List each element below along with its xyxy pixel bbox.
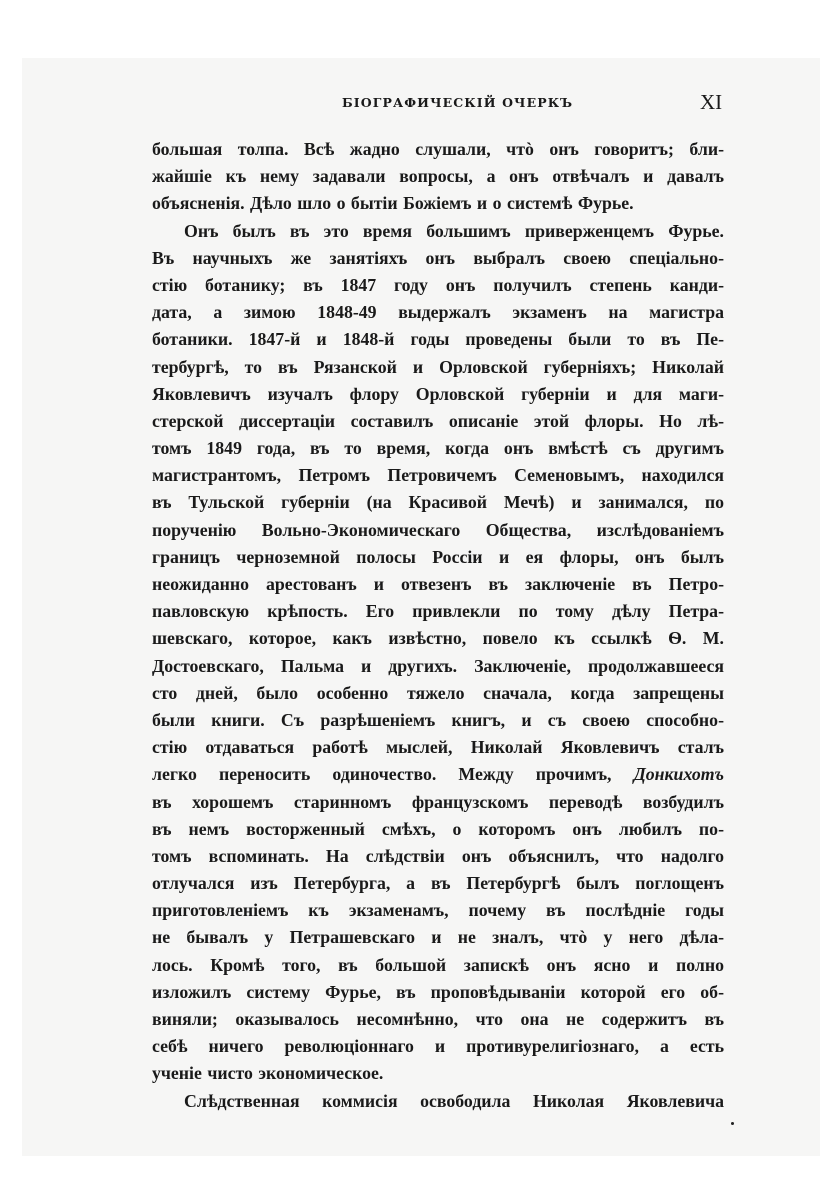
text-line: порученію Вольно-Экономическаго Общества, изслѣдованіемъ	[152, 519, 724, 540]
text-line: томъ вспоминать. На слѣдствіи онъ объяснилъ, что надолго	[152, 845, 724, 866]
text-line: отлучался изъ Петербурга, а въ Петербургѣ былъ поглощенъ	[152, 873, 724, 894]
text-line-with-title	[152, 761, 724, 788]
text-line: въ хорошемъ старинномъ французскомъ переводѣ возбудилъ	[152, 791, 724, 812]
text-line: неожиданно арестованъ и отвезенъ въ заключеніе въ Петро-	[152, 574, 724, 594]
page-number: XI	[700, 90, 723, 114]
text-line: въ Тульской губерніи (на Красивой Мечѣ) и занимался, по	[152, 492, 724, 513]
running-title: БІОГРАФИЧЕСКІЙ ОЧЕРКЪ	[342, 95, 574, 110]
text-line: ботаники. 1847-й и 1848-й годы проведены были то въ Пе-	[152, 329, 724, 350]
text-line: большая толпа. Всѣ жадно слушали, чтò онъ говоритъ; бли-	[152, 139, 724, 159]
text-line: виняли; оказывалось несомнѣнно, что она не содержитъ въ	[152, 1009, 724, 1029]
text-segment: легко переносить одиночество. Между прочимъ,	[152, 764, 612, 785]
text-line: границъ черноземной полосы Россіи и ея флоры, онъ былъ	[152, 546, 724, 567]
text-line: изложилъ систему Фурье, въ проповѣдываніи которой его об-	[152, 981, 724, 1002]
text-line: себѣ ничего революціоннаго и противурелигіознаго, а есть	[152, 1036, 724, 1057]
text-line: въ немъ восторженный смѣхъ, о которомъ онъ любилъ по-	[152, 818, 724, 839]
text-line: томъ 1849 года, въ то время, когда онъ вмѣстѣ съ другимъ	[152, 438, 724, 459]
text-line: стію отдаваться работѣ мыслей, Николай Яковлевичъ сталъ	[152, 737, 724, 758]
text-line: были книги. Съ разрѣшеніемъ книгъ, и съ своею способно-	[152, 709, 724, 730]
text-line: приготовленіемъ къ экзаменамъ, почему въ послѣдніе годы	[152, 900, 724, 921]
text-line: лось. Кромѣ того, въ большой запискѣ онъ ясно и полно	[152, 954, 724, 975]
italic-title: Донкихотъ	[633, 764, 724, 785]
text-line: жайшіе къ нему задавали вопросы, а онъ отвѣчалъ и давалъ	[152, 166, 724, 187]
text-line: стію ботанику; въ 1847 году онъ получилъ степень канди-	[152, 274, 724, 295]
text-line: Яковлевичъ изучалъ флору Орловской губерніи и для маги-	[152, 383, 724, 404]
text-line: Слѣдственная коммисія освободила Николая Яковлевича	[184, 1090, 724, 1111]
body-text	[152, 136, 724, 1115]
text-line: ученіе чисто экономическое.	[152, 1063, 384, 1084]
text-line: не бывалъ у Петрашевскаго и не зналъ, чтò у него дѣла-	[152, 927, 724, 948]
text-line: шевскаго, которое, какъ извѣстно, повело къ ссылкѣ Ѳ. М.	[152, 628, 724, 649]
text-line: Достоевскаго, Пальма и другихъ. Заключеніе, продолжавшееся	[152, 655, 724, 676]
text-line: магистрантомъ, Петромъ Петровичемъ Семеновымъ, находился	[152, 465, 724, 486]
text-line: дата, а зимою 1848-49 выдержалъ экзаменъ на магистра	[152, 302, 724, 323]
text-line: стерской диссертаціи составилъ описаніе этой флоры. Но лѣ-	[152, 410, 724, 431]
print-speck	[731, 1122, 734, 1125]
text-line: Въ научныхъ же занятіяхъ онъ выбралъ своею спеціально-	[152, 247, 724, 268]
text-line: павловскую крѣпость. Его привлекли по тому дѣлу Петра-	[152, 601, 724, 622]
text-line: Онъ былъ въ это время большимъ приверженцемъ Фурье.	[184, 220, 724, 241]
text-line: объясненія. Дѣло шло о бытіи Божіемъ и о системѣ Фурье.	[152, 193, 634, 214]
text-line: сто дней, было особенно тяжело сначала, когда запрещены	[152, 682, 724, 703]
text-line: тербургѣ, то въ Рязанской и Орловской губерніяхъ; Николай	[152, 356, 724, 377]
